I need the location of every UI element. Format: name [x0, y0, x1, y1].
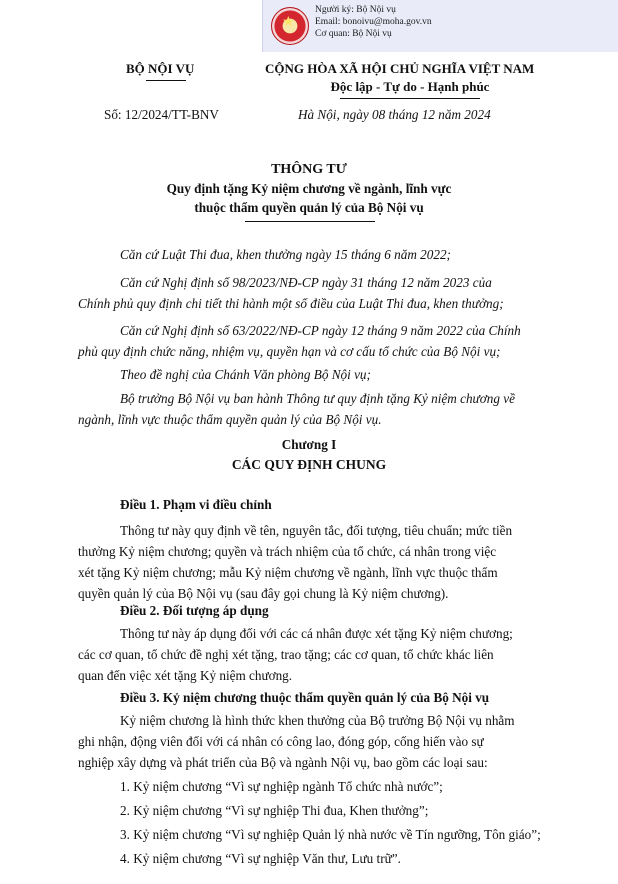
preamble-4: Theo đề nghị của Chánh Văn phòng Bộ Nội vụ;: [120, 367, 371, 382]
place-date: Hà Nội, ngày 08 tháng 12 năm 2024: [298, 107, 491, 122]
article-3-item-1: 1. Kỷ niệm chương “Vì sự nghiệp ngành Tổ chức nhà nước”;: [120, 779, 443, 794]
article-2-line3: quan đến việc xét tặng Kỷ niệm chương.: [78, 668, 293, 683]
article-1-line3: xét tặng Kỷ niệm chương; mẫu Kỷ niệm chương về ngành, lĩnh vực thuộc thẩm: [78, 565, 498, 580]
title-underline: [245, 221, 375, 222]
article-1-line1: Thông tư này quy định về tên, nguyên tắc, đối tượng, tiêu chuẩn; mức tiền: [120, 523, 513, 538]
document-subtitle-line2: thuộc thẩm quyền quản lý của Bộ Nội vụ: [194, 200, 424, 215]
article-3-line1: Kỷ niệm chương là hình thức khen thưởng của Bộ trưởng Bộ Nội vụ nhằm: [120, 713, 515, 728]
article-3-heading: Điều 3. Kỷ niệm chương thuộc thẩm quyền quản lý của Bộ Nội vụ: [120, 690, 490, 705]
preamble-2-line1: Căn cứ Nghị định số 98/2023/NĐ-CP ngày 31 tháng 12 năm 2023 của: [120, 275, 492, 290]
article-2-heading: Điều 2. Đối tượng áp dụng: [120, 603, 269, 618]
preamble-3-line1: Căn cứ Nghị định số 63/2022/NĐ-CP ngày 12 tháng 9 năm 2022 của Chính: [120, 323, 521, 338]
article-3-item-2: 2. Kỷ niệm chương “Vì sự nghiệp Thi đua, Khen thưởng”;: [120, 803, 429, 818]
chapter-number: Chương I: [281, 437, 337, 452]
article-1-heading: Điều 1. Phạm vi điều chỉnh: [120, 497, 272, 512]
article-1-line4: quyền quản lý của Bộ Nội vụ (sau đây gọi chung là Kỷ niệm chương).: [78, 586, 449, 601]
article-2-line1: Thông tư này áp dụng đối với các cá nhân được xét tặng Kỷ niệm chương;: [120, 626, 513, 641]
article-3-item-4: 4. Kỷ niệm chương “Vì sự nghiệp Văn thư, Lưu trữ”.: [120, 851, 401, 866]
ministry-seal-icon: ★: [271, 7, 309, 45]
preamble-1: Căn cứ Luật Thi đua, khen thưởng ngày 15 tháng 6 năm 2022;: [120, 247, 451, 262]
signature-signer: Người ký: Bộ Nội vụ: [315, 5, 396, 15]
document-subtitle-line1: Quy định tặng Kỷ niệm chương về ngành, lĩnh vực: [166, 181, 452, 196]
document-type: THÔNG TƯ: [271, 162, 347, 177]
ministry-underline: [146, 80, 186, 81]
digital-signature-box: [262, 0, 618, 52]
republic-name: CỘNG HÒA XÃ HỘI CHỦ NGHĨA VIỆT NAM: [265, 61, 535, 76]
preamble-5-line2: ngành, lĩnh vực thuộc thẩm quyền quản lý của Bộ Nội vụ.: [78, 412, 382, 427]
preamble-2-line2: Chính phủ quy định chi tiết thi hành một số điều của Luật Thi đua, khen thưởng;: [78, 296, 504, 311]
document-number: Số: 12/2024/TT-BNV: [104, 107, 219, 122]
article-3-line3: nghiệp xây dựng và phát triển của Bộ và ngành Nội vụ, bao gồm các loại sau:: [78, 755, 488, 770]
signature-email: Email: bonoivu@moha.gov.vn: [315, 17, 432, 27]
signature-agency: Cơ quan: Bộ Nội vụ: [315, 29, 392, 39]
motto: Độc lập - Tự do - Hạnh phúc: [330, 79, 490, 94]
article-1-line2: thưởng Kỷ niệm chương; quyền và trách nhiệm của tổ chức, cá nhân trong việc: [78, 544, 497, 559]
preamble-3-line2: phủ quy định chức năng, nhiệm vụ, quyền hạn và cơ cấu tổ chức của Bộ Nội vụ;: [78, 344, 501, 359]
motto-underline: [340, 98, 480, 99]
ministry-name: BỘ NỘI VỤ: [126, 61, 195, 76]
article-3-line2: ghi nhận, động viên đối với cá nhân có công lao, đóng góp, cống hiến vào sự: [78, 734, 484, 749]
chapter-title: CÁC QUY ĐỊNH CHUNG: [231, 457, 387, 472]
article-3-item-3: 3. Kỷ niệm chương “Vì sự nghiệp Quản lý nhà nước về Tín ngưỡng, Tôn giáo”;: [120, 827, 541, 842]
article-2-line2: các cơ quan, tổ chức đề nghị xét tặng, trao tặng; các cơ quan, tổ chức khác liên: [78, 647, 494, 662]
preamble-5-line1: Bộ trưởng Bộ Nội vụ ban hành Thông tư quy định tặng Kỷ niệm chương về: [120, 391, 515, 406]
